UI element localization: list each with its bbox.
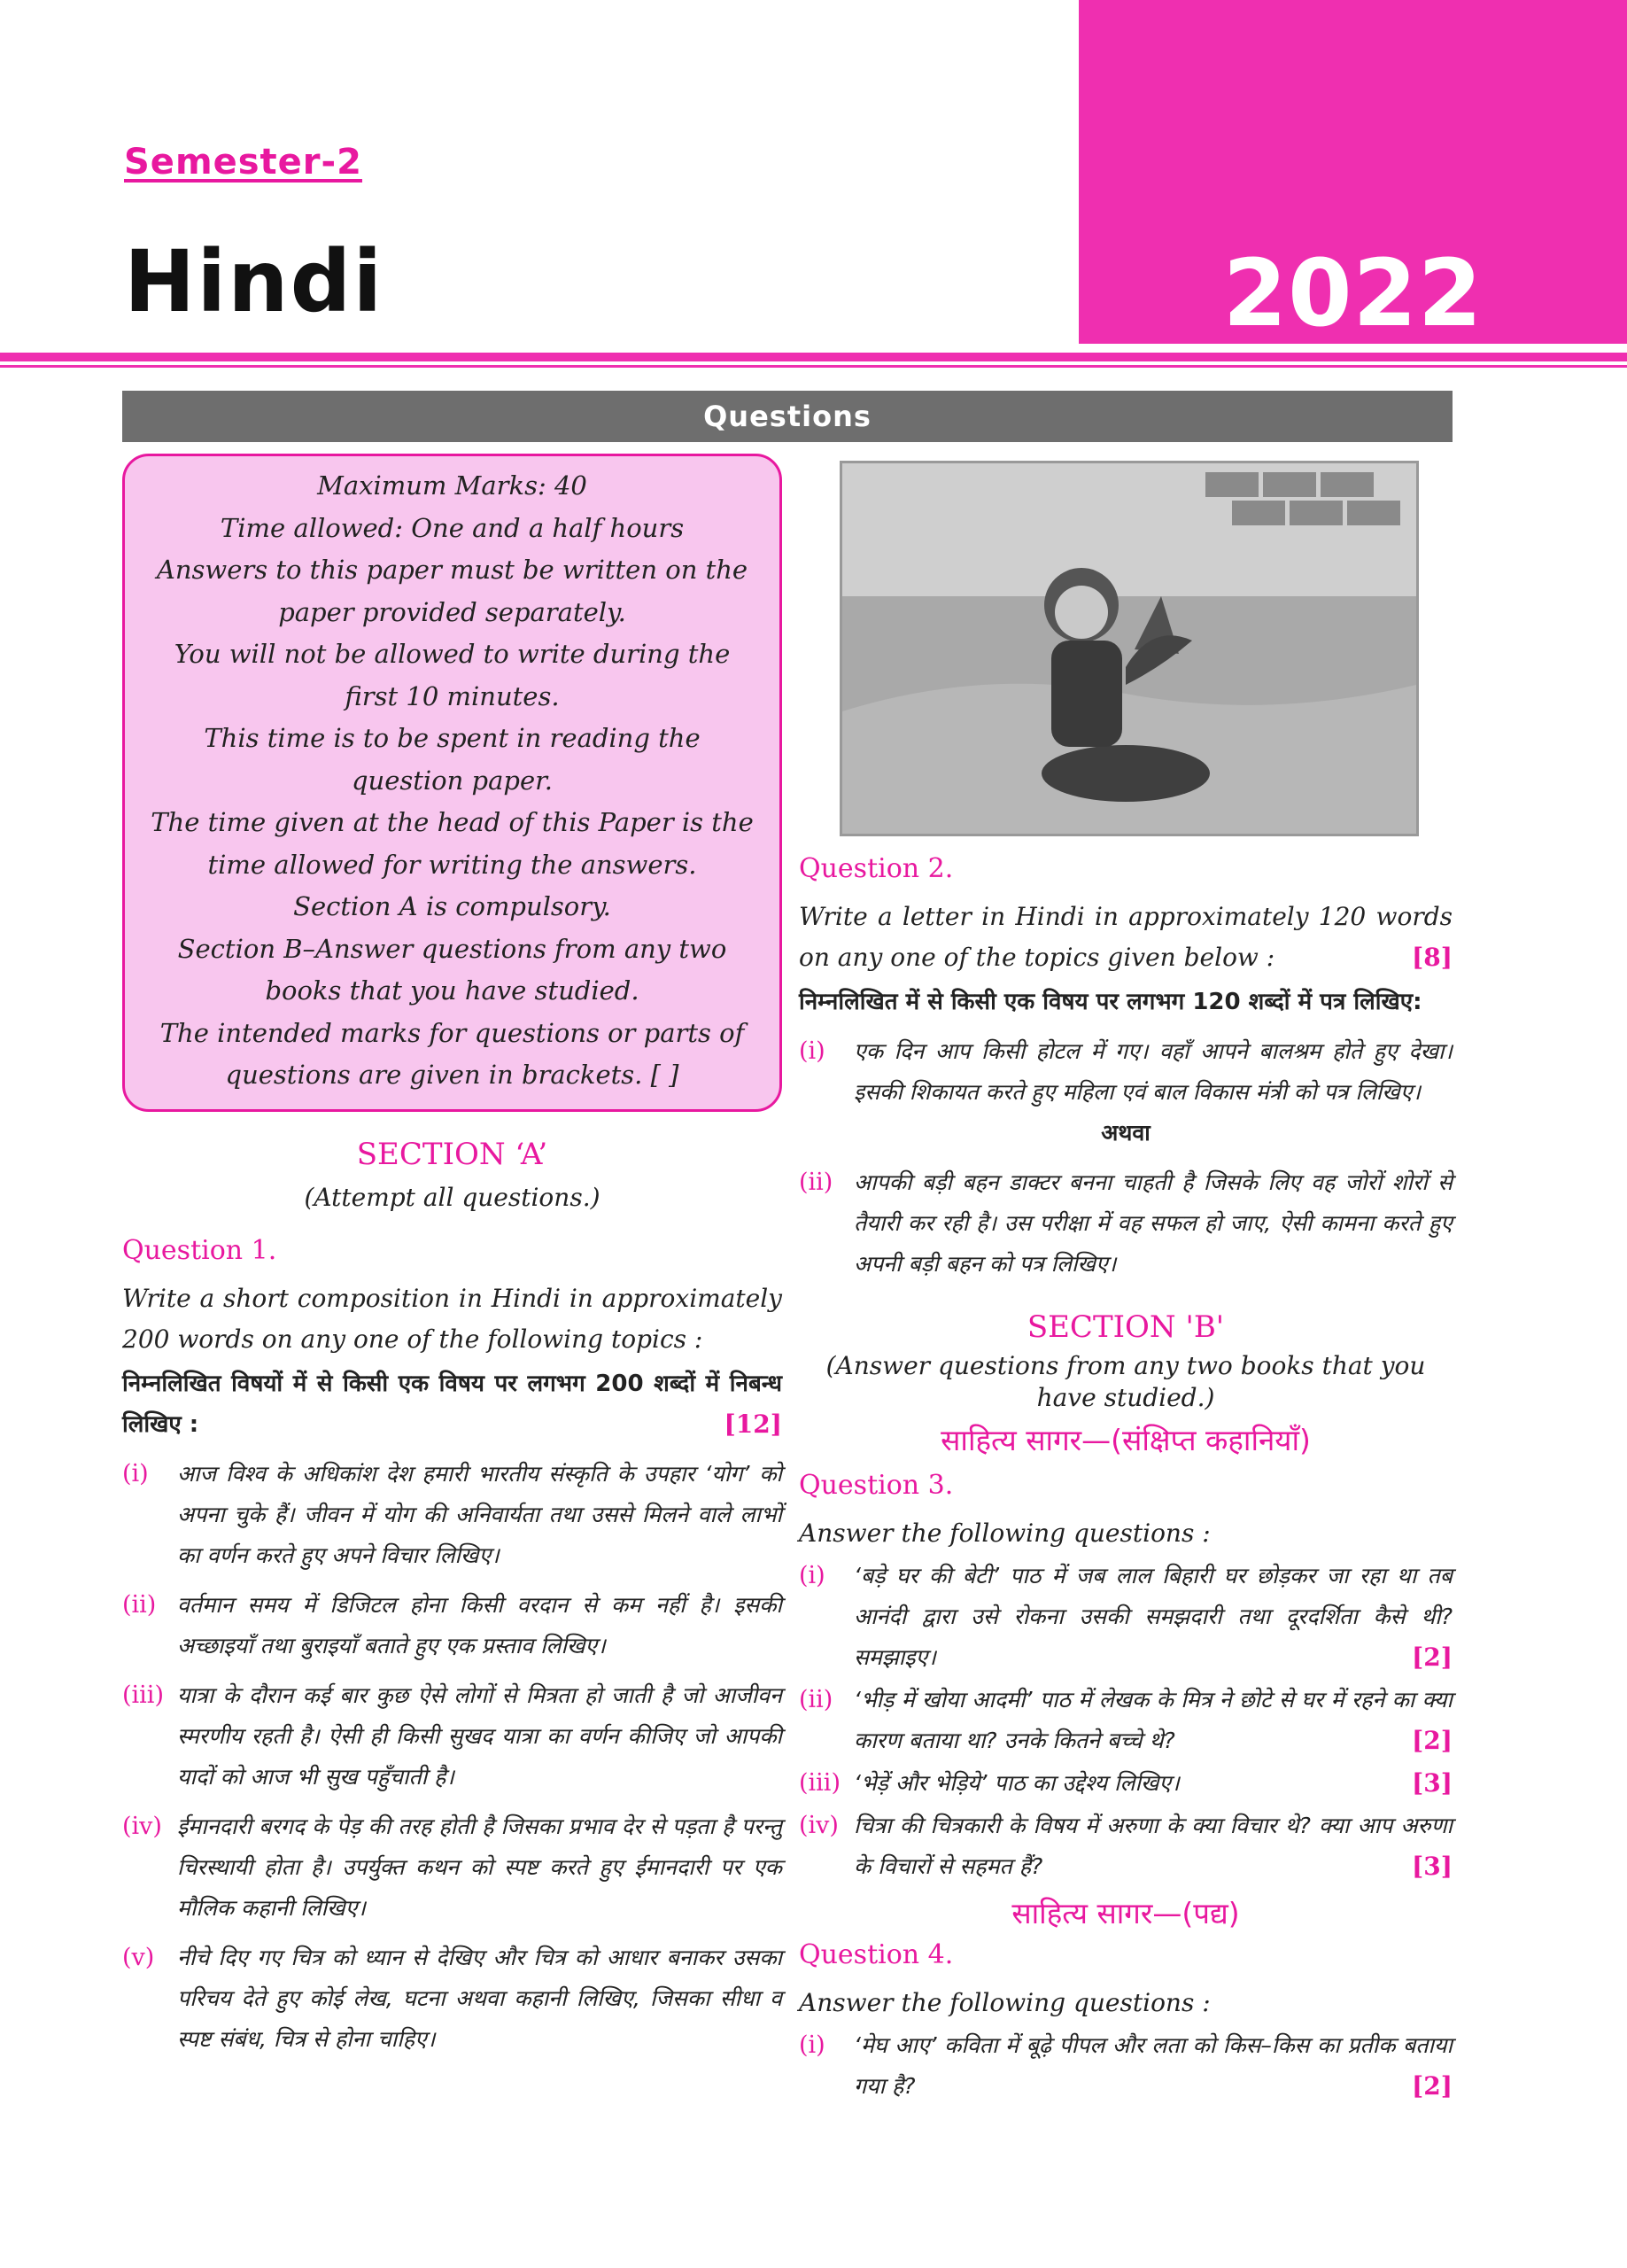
question-1-option <box>122 1675 782 1798</box>
option-marks: [2] <box>1412 2071 1453 2101</box>
instruction-line: Time allowed: One and a half hours <box>220 512 685 543</box>
instruction-line: Section A is compulsory. <box>293 891 611 921</box>
option-marks: [3] <box>1412 1852 1453 1881</box>
option-text: नीचे दिए गए चित्र को ध्यान से देखिए और चित्र को आधार बनाकर उसका परिचय देते हुए कोई लेख, घटना अथवा कहानी लिखिए, जिसका सीधा व स्पष्ट संबंध, चित्र से होना चाहिए। <box>177 1944 782 2052</box>
header-rule <box>0 353 1627 361</box>
year-banner <box>1079 0 1627 347</box>
instruction-line: This time is to be spent in reading the question paper. <box>204 723 701 796</box>
option-text: आपकी बड़ी बहन डाक्टर बनना चाहती है जिसके लिए वह जोरों शोरों से तैयारी कर रही है। उस परीक्षा में वह सफल हो जाए, ऐसी कामना करते हुए अपनी बड़ी बहन को पत्र लिखिए। <box>854 1169 1453 1277</box>
question-2-hindi: निम्नलिखित में से किसी एक विषय पर लगभग 120 शब्दों में पत्र लिखिए: <box>799 989 1422 1015</box>
section-b-title: SECTION 'B' <box>1027 1309 1225 1345</box>
option-text <box>854 1806 1453 1887</box>
option-text: ईमानदारी बरगद के पेड़ की तरह होती है जिसका प्रभाव देर से पड़ता है परन्तु चिरस्थायी होता है। उपर्युक्त कथन को स्पष्ट करते हुए ईमानदारी पर एक मौलिक कहानी लिखिए। <box>177 1813 782 1921</box>
instruction-line: Answers to this paper must be written on the paper provided separately. <box>156 555 748 627</box>
right-column <box>799 454 1453 2107</box>
option-text-body: ‘मेघ आए’ कविता में बूढ़े पीपल और लता को किस–किस का प्रतीक बताया गया है? <box>854 2032 1453 2099</box>
option-text-body: ‘भेड़ें और भेड़िये’ पाठ का उद्देश्य लिखिए। <box>854 1770 1180 1796</box>
option-text <box>854 1763 1453 1804</box>
instruction-line: The intended marks for questions or parts of questions are given in brackets. [ ] <box>159 1017 745 1090</box>
instruction-line: You will not be allowed to write during the first 10 minutes. <box>174 639 731 711</box>
question-2-heading: Question 2. <box>799 853 954 884</box>
questions-bar: Questions <box>122 391 1453 442</box>
question-1-option <box>122 1585 782 1666</box>
question-1-option <box>122 1454 782 1576</box>
option-number: (i) <box>799 2031 825 2059</box>
question-3-text: Answer the following questions : <box>799 1518 1211 1548</box>
option-text: एक दिन आप किसी होटल में गए। वहाँ आपने बालश्रम होते हुए देखा। इसकी शिकायत करते हुए महिला एवं बाल विकास मंत्री को पत्र लिखिए। <box>854 1038 1453 1105</box>
or-separator: अथवा <box>1101 1120 1151 1146</box>
option-text: आज विश्व के अधिकांश देश हमारी भारतीय संस्कृति के उपहार ‘योग’ को अपना चुके हैं। जीवन में योग की अनिवार्यता तथा उससे मिलने वाले लाभों का वर्णन करते हुए अपने विचार लिखिए। <box>177 1460 782 1568</box>
option-number: (iii) <box>122 1681 164 1709</box>
instruction-line: Section B–Answer questions from any two books that you have studied. <box>177 933 727 1006</box>
question-2-option <box>799 1162 1453 1285</box>
photo-illustration <box>842 463 1416 834</box>
question-3-option <box>799 1763 1453 1804</box>
option-text-body: ‘भीड़ में खोया आदमी’ पाठ में लेखक के मित्र ने छोटे से घर में रहने का क्या कारण बताया था? उनके कितने बच्चे थे? <box>854 1687 1453 1753</box>
option-text: यात्रा के दौरान कई बार कुछ ऐसे लोगों से मित्रता हो जाती है जो आजीवन स्मरणीय रहती है। ऐसी ही किसी सुखद यात्रा का वर्णन कीजिए जो आपकी यादों को आज भी सुख पहुँचाती है। <box>177 1682 782 1790</box>
section-a-subtitle: (Attempt all questions.) <box>304 1182 600 1212</box>
option-number: (iii) <box>799 1769 841 1797</box>
question-3-option <box>799 1806 1453 1887</box>
option-number: (iv) <box>122 1812 162 1840</box>
option-text <box>854 2025 1453 2107</box>
instructions-box <box>122 454 782 1112</box>
option-number: (ii) <box>122 1590 157 1619</box>
option-marks: [3] <box>1412 1768 1453 1798</box>
question-2-text-body: Write a letter in Hindi in approximately 120 words on any one of the topics given below : <box>799 902 1453 972</box>
option-marks: [2] <box>1412 1643 1453 1672</box>
question-1-marks: [12] <box>724 1409 782 1439</box>
question-photo <box>840 461 1419 836</box>
question-4-heading: Question 4. <box>799 1939 954 1970</box>
question-3-option <box>799 1556 1453 1678</box>
option-number: (i) <box>799 1037 825 1065</box>
question-1-hindi <box>122 1363 782 1445</box>
header-rule-thin <box>0 365 1627 368</box>
option-marks: [2] <box>1412 1726 1453 1755</box>
instruction-line: The time given at the head of this Paper is the time allowed for writing the answers. <box>151 807 754 880</box>
question-2-text <box>799 897 1453 978</box>
question-1-text: Write a short composition in Hindi in approximately 200 words on any one of the following topics : <box>122 1283 782 1354</box>
question-2-option <box>799 1031 1453 1113</box>
option-text <box>854 1680 1453 1761</box>
semester-label: Semester-2 <box>124 142 362 183</box>
option-number: (ii) <box>799 1169 833 1196</box>
section-b-subtitle: (Answer questions from any two books that you have studied.) <box>825 1351 1426 1412</box>
question-4-option <box>799 2025 1453 2107</box>
left-column <box>122 454 782 2060</box>
section-a-title: SECTION ‘A’ <box>356 1136 548 1172</box>
instruction-line: Maximum Marks: 40 <box>317 470 587 501</box>
option-text <box>854 1556 1453 1678</box>
question-1-option <box>122 1806 782 1929</box>
question-4-text: Answer the following questions : <box>799 1988 1211 2017</box>
question-3-option <box>799 1680 1453 1761</box>
option-number: (iv) <box>799 1812 839 1839</box>
option-text-body: चित्रा की चित्रकारी के विषय में अरुणा के क्या विचार थे? क्या आप अरुणा के विचारों से सहमत हैं? <box>854 1813 1453 1879</box>
option-text-body: ‘बड़े घर की बेटी’ पाठ में जब लाल बिहारी घर छोड़कर जा रहा था तब आनंदी द्वारा उसे रोकना उसकी समझदारी तथा दूरदर्शिता कैसे थी? समझाइए। <box>854 1563 1453 1670</box>
subject-title: Hindi <box>124 232 384 331</box>
question-1-heading: Question 1. <box>122 1234 277 1266</box>
question-3-heading: Question 3. <box>799 1470 954 1501</box>
question-1-hindi-text: निम्नलिखित विषयों में से किसी एक विषय पर लगभग 200 शब्दों में निबन्ध लिखिए : <box>122 1370 782 1438</box>
exam-year: 2022 <box>1222 239 1484 347</box>
question-2-marks: [8] <box>1412 943 1453 972</box>
option-number: (v) <box>122 1943 155 1971</box>
option-number: (i) <box>799 1562 825 1589</box>
question-1-option <box>122 1938 782 2060</box>
option-number: (ii) <box>799 1686 833 1713</box>
book-2-title: साहित्य सागर—(पद्य) <box>1011 1896 1240 1930</box>
option-number: (i) <box>122 1459 149 1487</box>
book-1-title: साहित्य सागर—(संक्षिप्त कहानियाँ) <box>941 1423 1311 1457</box>
option-text: वर्तमान समय में डिजिटल होना किसी वरदान से कम नहीं है। इसकी अच्छाइयाँ तथा बुराइयाँ बताते हुए एक प्रस्ताव लिखिए। <box>177 1591 782 1658</box>
